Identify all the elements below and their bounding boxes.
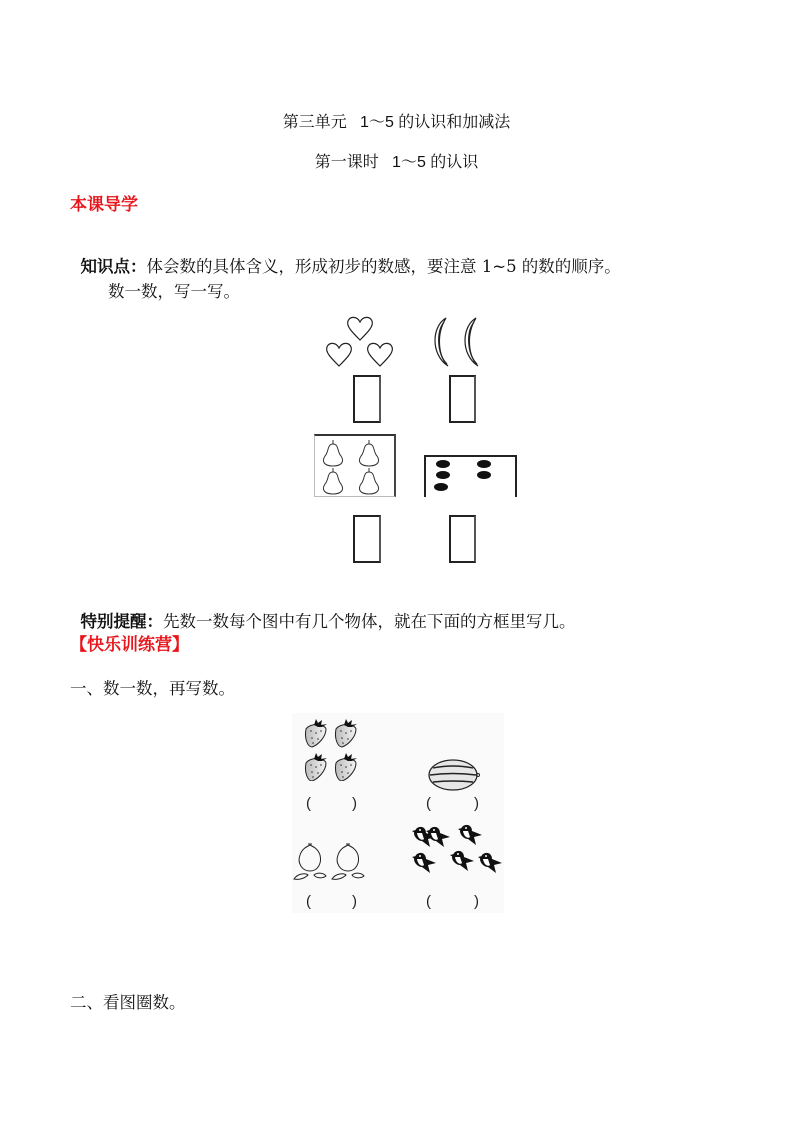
pears-picture-frame <box>314 434 396 497</box>
guide-heading: 本课导学 <box>70 195 138 215</box>
unit-title: 第三单元 1～5 的认识和加减法 <box>282 114 511 131</box>
answer-box-hearts[interactable] <box>353 375 381 423</box>
pears-icon <box>315 436 395 496</box>
answer-box-dots[interactable] <box>449 515 476 563</box>
answer-paren-right: ) <box>352 893 357 910</box>
answer-paren-right: ) <box>352 795 357 812</box>
black-dots-icon <box>426 457 515 497</box>
strawberries-icon <box>302 717 366 781</box>
birds-icon <box>408 823 504 887</box>
counting-instruction: 数一数，写一写。 <box>108 282 240 301</box>
answer-paren-left: ( <box>306 795 311 812</box>
hearts-icon <box>322 312 402 372</box>
question-1-prompt: 一、数一数，再写数。 <box>70 679 235 698</box>
answer-paren-right: ) <box>474 893 479 910</box>
watermelon-icon <box>427 757 483 793</box>
peaches-icon <box>292 841 372 883</box>
crescent-moons-icon <box>428 316 488 368</box>
reminder-text: 先数一数每个图中有几个物体，就在下面的方框里写几。 <box>163 612 576 631</box>
answer-paren-right: ) <box>474 795 479 812</box>
dots-picture-frame <box>424 455 517 497</box>
practice-heading: 【快乐训练营】 <box>70 635 189 655</box>
practice-figure <box>292 713 504 913</box>
lesson-title: 第一课时 1～5 的认识 <box>314 154 479 171</box>
knowledge-point <box>70 234 621 277</box>
special-reminder <box>70 589 576 632</box>
answer-box-pears[interactable] <box>353 515 381 563</box>
reminder-label: 特别提醒： <box>80 612 163 631</box>
question-2-prompt: 二、看图圈数。 <box>70 993 186 1012</box>
knowledge-text: 体会数的具体含义，形成初步的数感，要注意 1~5 的数的顺序。 <box>146 257 621 276</box>
answer-box-moons[interactable] <box>449 375 476 423</box>
answer-paren-left: ( <box>426 893 431 910</box>
answer-paren-left: ( <box>426 795 431 812</box>
answer-paren-left: ( <box>306 893 311 910</box>
knowledge-label: 知识点： <box>80 257 147 276</box>
